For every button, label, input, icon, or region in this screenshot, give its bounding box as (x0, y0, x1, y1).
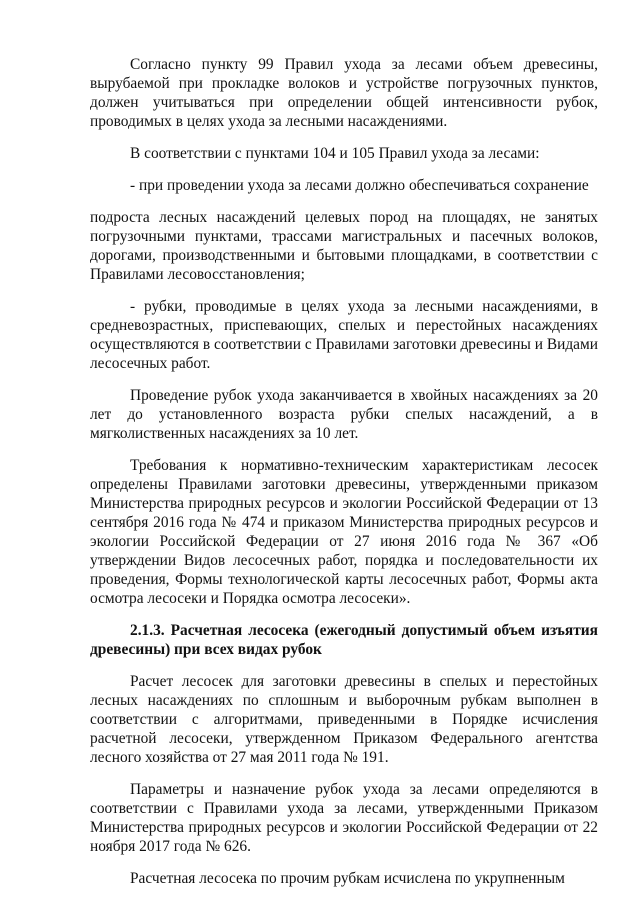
paragraph-undergrowth: подроста лесных насаждений целевых пород на площадях, не занятых погрузочными пунктами, трассами магистральных и пасечных волоков, дорогами, производственными и бытовыми площадками, в соответствии с Правилами лесовосстановления; (90, 209, 598, 283)
paragraph-requirements: Требования к нормативно-техническим характеристикам лесосек определены Правилами заготовки древесины, утвержденными приказом Министерства природных ресурсов и экологии Российской Федерации от 13 сентября 2016 года № 474 и приказом Министерства природных ресурсов и экологии Российской Федерации от 27 июня 2016 года № 367 «Об утверждении Видов лесосечных работ, порядка и последовательности их проведения, Формы технологической карты лесосечных работ, Формы акта осмотра лесосеки и Порядка осмотра лесосеки». (90, 457, 598, 607)
paragraph-end-of-care: Проведение рубок ухода заканчивается в хвойных насаждениях за 20 лет до установленного возраста рубки спелых насаждений, а в мягколиственных насаждениях за 10 лет. (90, 387, 598, 442)
paragraph-preservation-start: - при проведении ухода за лесами должно обеспечиваться сохранение (130, 177, 589, 194)
paragraph-other-cuttings: Расчетная лесосека по прочим рубкам исчислена по укрупненным (130, 870, 565, 887)
paragraph-cuttings: - рубки, проводимые в целях ухода за лесными насаждениями, в средневозрастных, приспевающих, спелых и перестойных насаждениях осуществляются в соответствии с Правилами заготовки древесины и Видами лесосечных работ. (90, 298, 598, 372)
section-heading: 2.1.3. Расчетная лесосека (ежегодный допустимый объем изъятия древесины) при всех видах рубок (90, 622, 598, 658)
paragraph-calculation: Расчет лесосек для заготовки древесины в спелых и перестойных лесных насаждениях по сплошным и выборочным рубкам выполнен в соответствии с алгоритмами, приведенными в Порядке исчисления расчетной лесосеки, утвержденном Приказом Федерального агентства лесного хозяйства от 27 мая 2011 года № 191. (90, 673, 598, 766)
paragraph-volume-wood: Согласно пункту 99 Правил ухода за лесами объем древесины, вырубаемой при прокладке волоков и устройстве погрузочных пунктов, должен учитываться при определении общей интенсивности рубок, проводимых в целях ухода за лесными насаждениями. (90, 56, 598, 130)
document-page (90, 55, 598, 901)
paragraph-according-to-points: В соответствии с пунктами 104 и 105 Правил ухода за лесами: (130, 145, 540, 162)
paragraph-parameters: Параметры и назначение рубок ухода за лесами определяются в соответствии с Правилами ухода за лесами, утвержденными Приказом Министерства природных ресурсов и экологии Российской Федерации от 22 ноября 2017 года № 626. (90, 781, 598, 855)
